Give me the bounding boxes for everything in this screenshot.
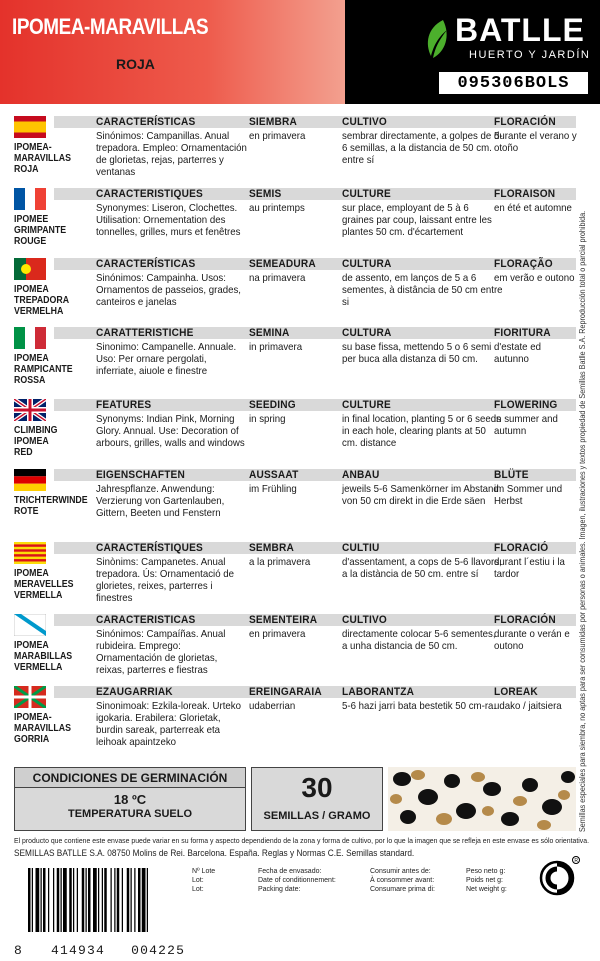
seeds-per-gram-box [251,767,383,831]
seeds-photo [388,767,576,831]
column-text: in primavera [249,341,303,353]
column-header: CARACTERISTIQUES [96,188,203,200]
barcode [28,868,183,932]
barcode-bar [117,868,120,932]
column-text: d'estate ed autunno [494,341,541,365]
barcode-bar [82,868,85,932]
catalonia-flag-icon [14,542,46,564]
barcode-bar [102,868,103,932]
column-header: CULTIVO [342,614,387,626]
header [0,0,600,104]
language-product-name: IPOMEA- MARAVILLAS GORRIA [14,712,72,745]
portugal-flag-icon [14,258,46,280]
column-text: de assento, em lanços de 5 a 6 sementes, à distância de 50 cm entre si [342,272,503,308]
column-header: EREINGARAIA [249,686,322,698]
column-text: Synonyms: Indian Pink, Morning Glory. Annual. Use: Decoration of arbours, grilles, walls and windows [96,413,245,449]
barcode-bar [57,868,60,932]
column-header: SIEMBRA [249,116,297,128]
column-header: CARACTERÍSTIQUES [96,542,203,554]
barcode-bar [32,868,33,932]
column-text: em verão e outono [494,272,575,284]
company-info: SEMILLAS BATLLE S.A. 08750 Molins de Rei. Barcelona. España. Reglas y Normas C.E. Semillas standard. [14,848,415,858]
column-text: au printemps [249,202,305,214]
column-text: en été et automne [494,202,572,214]
column-header: SEMENTEIRA [249,614,318,626]
galicia-flag-icon [14,614,46,636]
column-header: FLOWERING [494,399,558,411]
column-header: CULTURA [342,327,392,339]
product-title: IPOMEA-MARAVILLAS [12,14,209,39]
barcode-digits [14,943,185,958]
column-text: d'assentament, a cops de 5-6 llavors, a la distància de 50 cm. entre sí [342,556,502,580]
barcode-bar [114,868,115,932]
language-product-name: IPOMEA MERAVELLES VERMELLA [14,568,74,601]
column-text: Sinónimos: Campainha. Usos: Ornamentos de passeios, grades, canteiros e janelas [96,272,241,308]
column-header: SEMINA [249,327,290,339]
expiry-label-it: Consumare prima di: [370,886,435,893]
disclaimer-text: El producto que contiene este envase puede variar en su forma y aspecto dependiendo de la zona y forma de cultivo, por lo que la imagen que se refleja en este envase es sólo orientativa. [14,836,589,845]
column-text: in final location, planting 5 or 6 seeds in each hole, clearing plants at 50 cm. distance [342,413,501,449]
column-header: LOREAK [494,686,538,698]
barcode-bar [63,868,67,932]
column-text: sur place, employant de 5 à 6 graines par coup, laissant entre les plantes 50 cm. d'écartement [342,202,492,238]
column-text: in summer and autumn [494,413,558,437]
column-text: na primavera [249,272,306,284]
italy-flag-icon [14,327,46,349]
barcode-bar [77,868,78,932]
column-header: EZAUGARRIAK [96,686,173,698]
basque-flag-icon [14,686,46,708]
language-product-name: TRICHTERWINDE ROTE [14,495,88,517]
net-weight-label: Peso neto g: [466,868,506,875]
barcode-group-1: 414934 [51,943,106,958]
column-header: EIGENSCHAFTEN [96,469,185,481]
brand-name: BATLLE [455,12,585,48]
barcode-bar [122,868,123,932]
barcode-bar [88,868,91,932]
column-header: SEEDING [249,399,296,411]
germination-title: CONDICIONES DE GERMINACIÓN [15,768,245,788]
barcode-bar [73,868,74,932]
barcode-bar [147,868,148,932]
barcode-bar [61,868,62,932]
barcode-bar [48,868,49,932]
column-header: SEMBRA [249,542,294,554]
barcode-bar [53,868,54,932]
vertical-legal-text [577,112,599,832]
column-header: CARATTERISTICHE [96,327,194,339]
expiry-label-fr: À consommer avant: [370,877,435,884]
uk-flag-icon [14,399,46,421]
column-header: FIORITURA [494,327,551,339]
packing-date-label-fr: Date of conditionnement: [258,877,336,884]
column-text: Sinónimos: Campaíñas. Anual rubideira. Emprego: Ornamentación de glorietas, reixas, parterres e fiestras [96,628,226,676]
column-header: FLORAISON [494,188,556,200]
legal-notice: Semillas especiales para siembra, no aptas para ser consumidas por personas o animales. Imagen, ilustraciones y textos propiedad de Semillas Batlle S.A. Reproducción total o parcial prohibida. [578,210,587,833]
germany-flag-icon [14,469,46,491]
barcode-bar [134,868,135,932]
column-text: udako / jaitsiera [494,700,562,712]
barcode-bar [28,868,31,932]
lot-label: Nº Lote [192,868,216,875]
packing-date-column [258,867,336,894]
column-header: SEMIS [249,188,282,200]
column-text: sembrar directamente, a golpes de 5-6 semillas, a la distancia de 50 cm. entre sí [342,130,503,166]
column-text: a la primavera [249,556,311,568]
net-weight-label-fr: Poids net g: [466,877,503,884]
barcode-bar [98,868,99,932]
green-dot-recycling-icon [538,855,580,897]
barcode-bar [36,868,40,932]
column-header: LABORANTZA [342,686,415,698]
column-text: en primavera [249,628,306,640]
seeds-illustration [388,767,576,831]
column-header: CARACTERÍSTICAS [96,116,196,128]
column-text: directamente colocar 5-6 sementes, a unha distancia de 50 cm. [342,628,496,652]
expiry-label: Consumir antes de: [370,868,431,875]
column-header: FLORACIÓN [494,116,556,128]
germination-temp: 18 ºC [113,792,147,807]
barcode-group-2: 004225 [131,943,186,958]
language-product-name: CLIMBING IPOMEA RED [14,425,58,458]
column-header: CARACTERÍSTICAS [96,258,196,270]
germination-box [14,767,246,831]
barcode-bar [86,868,87,932]
language-product-name: IPOMEA TREPADORA VERMELHA [14,284,70,317]
column-header: SEMEADURA [249,258,316,270]
france-flag-icon [14,188,46,210]
header-title-area [0,0,345,104]
barcode-bar [127,868,130,932]
lot-label-fr: Lot: [192,877,204,884]
barcode-bar [43,868,46,932]
barcode-bar [142,868,146,932]
net-weight-label-en: Net weight g: [466,886,507,893]
barcode-lead: 8 [14,943,24,958]
column-text: Sinonimoak: Ezkila-loreak. Urteko igokaria. Erabilera: Glorietak, burdin sareak, parterreak eta leihoak apaintzeko [96,700,241,748]
column-text: in spring [249,413,286,425]
column-header: AUSSAAT [249,469,299,481]
column-text: Sinònims: Campanetes. Anual trepadora. Ús: Ornamentació de glorietes, reixes, parterres i finestres [96,556,234,604]
brand-tagline: HUERTO Y JARDÍN [469,49,591,61]
packing-date-label: Fecha de envasado: [258,868,322,875]
barcode-bar [138,868,141,932]
product-code: 095306BOLS [437,70,590,96]
column-header: CULTIVO [342,116,387,128]
packing-expiry-column [370,867,435,894]
column-text: durante o verán e outono [494,628,570,652]
column-text: Jahrespflanze. Anwendung: Verzierung von Gartenlauben, Gittern, Beeten und Fenstern [96,483,225,519]
packing-lot-column [192,867,215,894]
column-text: im Sommer und Herbst [494,483,563,507]
column-header: FLORACIÓN [494,614,556,626]
language-product-name: IPOMEA RAMPICANTE ROSSA [14,353,73,386]
column-header: FLORACIÓ [494,542,549,554]
column-text: su base fissa, mettendo 5 o 6 semi per buca alla distanza di 50 cm. [342,341,492,365]
barcode-bar [41,868,42,932]
column-text: Synonymes: Liseron, Clochettes. Utilisation: Ornementation des tonnelles, grilles, murs et fenêtres [96,202,241,238]
column-text: durant l´estiu i la tardor [494,556,565,580]
packing-weight-column [466,867,507,894]
column-text: durante el verano y otoño [494,130,577,154]
leaf-logo-icon [423,18,451,60]
barcode-bar [104,868,107,932]
column-header: CULTURA [342,258,392,270]
column-text: im Frühling [249,483,297,495]
packing-date-label-en: Packing date: [258,886,301,893]
column-text: jeweils 5-6 Samenkörner im Abstand von 50 cm direkt in die Erde säen [342,483,499,507]
column-text: udaberrian [249,700,296,712]
column-header: BLÜTE [494,469,529,481]
language-product-name: IPOMEE GRIMPANTE ROUGE [14,214,67,247]
column-header: CULTURE [342,399,391,411]
column-header: CULTIU [342,542,380,554]
lot-label-en: Lot: [192,886,204,893]
barcode-bar [111,868,112,932]
column-header: CULTURE [342,188,391,200]
language-product-name: IPOMEA MARABILLAS VERMELLA [14,640,73,673]
column-header: ANBAU [342,469,380,481]
seeds-label: SEMILLAS / GRAMO [263,810,371,822]
language-product-name: IPOMEA- MARAVILLAS ROJA [14,142,72,175]
barcode-bar [131,868,132,932]
column-text: 5-6 hazi jarri bata bestetik 50 cm-ra. [342,700,497,712]
column-text: en primavera [249,130,306,142]
seeds-count: 30 [301,772,333,803]
product-variety: ROJA [116,56,155,72]
column-text: Sinonimo: Campanelle. Annuale. Uso: Per ornare pergolati, inferriate, aiuole e finestre [96,341,237,377]
brand-area [345,0,600,104]
column-header: CARACTERISTICAS [96,614,196,626]
spain-flag-icon [14,116,46,138]
column-text: Sinónimos: Campanillas. Anual trepadora. Empleo: Ornamentación de glorietas, rejas, parterres y ventanas [96,130,247,178]
germination-label: TEMPERATURA SUELO [67,808,193,820]
svg-text:R: R [574,858,579,865]
barcode-bar [69,868,72,932]
barcode-bar [93,868,97,932]
column-header: FEATURES [96,399,152,411]
column-header: FLORAÇÃO [494,258,553,270]
